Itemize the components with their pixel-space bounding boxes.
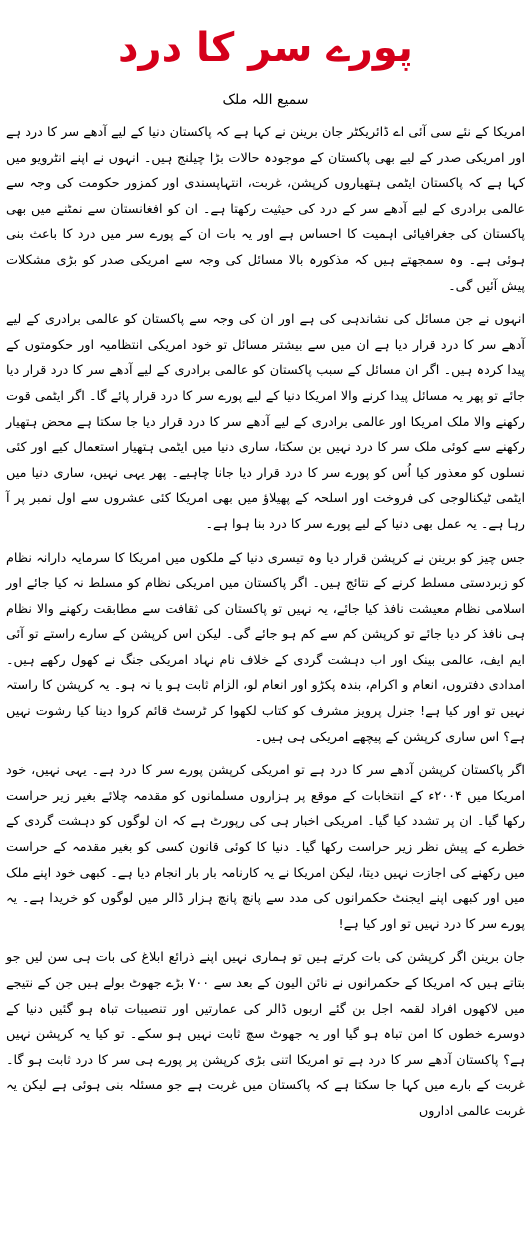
paragraph: اگر پاکستان کرپشن آدھے سر کا درد ہے تو امریکی کرپشن پورے سر کا درد ہے۔ یہی نہیں، خود امریکا میں ۲۰۰۴ء کے انتخابات کے موقع پر ہزاروں مسلمانوں کو مقدمہ چلائے بغیر زیر حراست رکھا گیا۔ ان پر تشدد کیا گیا۔ امریکی اخبار ہی کی رپورٹ ہے کہ ان لوگوں کو دہشت گردی کے خطرے کے پیش نظر زیر حراست رکھا گیا۔ دنیا کا کوئی قانون کسی کو بغیر مقدمہ کے حراست میں رکھنے کی اجازت نہیں دیتا، لیکن امریکا نے یہ کارنامہ بار بار انجام دیا ہے۔ کبھی خود اپنے ملک میں اور کبھی اپنے ایجنٹ حکمرانوں کی مدد سے پانچ پانچ ہزار ڈالر میں لوگوں کو خریدا ہے۔ یہ پورے سر کا درد نہیں تو اور کیا ہے! bbox=[6, 763, 526, 932]
paragraph: جان برینن اگر کرپشن کی بات کرتے ہیں تو ہماری نہیں اپنے ذرائع ابلاغ کی بات ہی سن لیں جو بتاتے ہیں کہ امریکا کے حکمرانوں نے نائن الیون کے بعد سے ۷۰۰ بڑے جھوٹ بولے ہیں جن کے نتیجے میں لاکھوں افراد لقمہ اجل بن گئے اربوں ڈالر کی عمارتیں اور تنصیبات تباہ ہو گئیں دنیا کے دوسرے خطوں کا امن تباہ ہو گیا اور یہ جھوٹ سچ ثابت نہیں ہو سکے۔ تو کیا یہ کرپشن نہیں ہے؟ پاکستان آدھے سر کا درد ہے تو امریکا اتنی بڑی کرپشن پر پورے ہی سر کا درد ثابت ہو گا۔ غربت کے بارے میں کہا جا سکتا ہے کہ پاکستان میں غربت ہے جو مسئلہ بنی ہوئی ہے لیکن یہ غربت عالمی اداروں bbox=[6, 950, 525, 1119]
author-name: سمیع اللہ ملک bbox=[222, 92, 309, 108]
article-title: پورے سر کا درد bbox=[118, 25, 413, 71]
paragraph: امریکا کے نئے سی آئی اے ڈائریکٹر جان برینن نے کہا ہے کہ پاکستان دنیا کے لیے آدھے سر کا درد ہے اور امریکی صدر کے لیے بھی پاکستان کے موجودہ حالات بڑا چیلنج ہیں۔ انہوں نے اپنے انٹرویو میں کہا ہے کہ پاکستان ایٹمی ہتھیاروں کرپشن، غربت، انتہاپسندی اور کمزور حکومت کی وجہ سے عالمی برادری کے لیے آدھے سر کے درد کی حیثیت رکھتا ہے۔ ان کو افغانستان سے نمٹنے میں بھی پاکستان کی جغرافیائی اہمیت کا احساس ہے اور یہ بات ان کے پورے سر میں درد کا باعث بنی ہوئی ہے۔ وہ سمجھتے ہیں کہ مذکورہ بالا مسائل کی وجہ سے امریکی صدر کو بڑی مشکلات پیش آئیں گی۔ bbox=[6, 125, 525, 294]
article-body bbox=[6, 120, 525, 1125]
paragraph: انہوں نے جن مسائل کی نشاندہی کی ہے اور ان کی وجہ سے پاکستان کو عالمی برادری کے لیے آدھے سر کا درد قرار دیا ہے ان میں سے بیشتر مسائل تو خود امریکی انتظامیہ اور حکومتوں کے پیدا کردہ ہیں۔ اگر ان مسائل کے سبب پاکستان کو عالمی برادری کے لیے آدھے سر کا درد قرار دیا جائے تو پھر یہ مسائل پیدا کرنے والا امریکا دنیا کے لیے پورے سر کا درد قرار پائے گا۔ اگر ایٹمی قوت رکھنے والا ملک امریکا اور عالمی برادری کے لیے آدھے سر کا درد قرار دیا جا سکتا ہے محض ہتھیار رکھنے سے کوئی ملک سر کا درد نہیں بن سکتا، ساری دنیا میں ایٹمی ہتھیار استعمال کیے اور کئی نسلوں کو معذور کیا اُس کو پورے سر کا درد قرار دیا جانا چاہیے۔ پھر یہی نہیں، ساری دنیا میں ایٹمی ٹیکنالوجی کی فروخت اور اسلحہ کے پھیلاؤ میں بھی امریکا کئی عشروں سے اول نمبر پر آ رہا ہے۔ یہ عمل بھی دنیا کے لیے پورے سر کا درد بنا ہوا ہے۔ bbox=[6, 312, 525, 532]
paragraph: جس چیز کو برینن نے کرپشن قرار دیا وہ تیسری دنیا کے ملکوں میں امریکا کا سرمایہ دارانہ نظام کو زبردستی مسلط کرنے کے نتائج ہیں۔ اگر پاکستان میں امریکی نظام کو مسلط نہ کیا جائے اور اسلامی نظام معیشت نافذ کیا جائے، یہ نہیں تو پاکستان کی ثقافت سے مطابقت رکھنے والا نظام ہی نافذ کر دیا جائے تو کرپشن کم سے کم ہو جائے گی۔ لیکن اس کرپشن کے سارے راستے تو آئی ایم ایف، عالمی بینک اور اب دہشت گردی کے خلاف نام نہاد امریکی جنگ نے کھول رکھے ہیں۔ امدادی دفتروں، انعام و اکرام، بندہ پکڑو اور انعام لو، الزام ثابت ہو یا نہ ہو۔ یہ کرپشن کا راستہ نہیں تو اور کیا ہے! جنرل پرویز مشرف کو کتاب لکھوا کر ٹرسٹ قائم کروا دینا کیا رشوت نہیں ہے؟ اس ساری کرپشن کے پیچھے امریکی ہی ہیں۔ bbox=[6, 550, 525, 745]
